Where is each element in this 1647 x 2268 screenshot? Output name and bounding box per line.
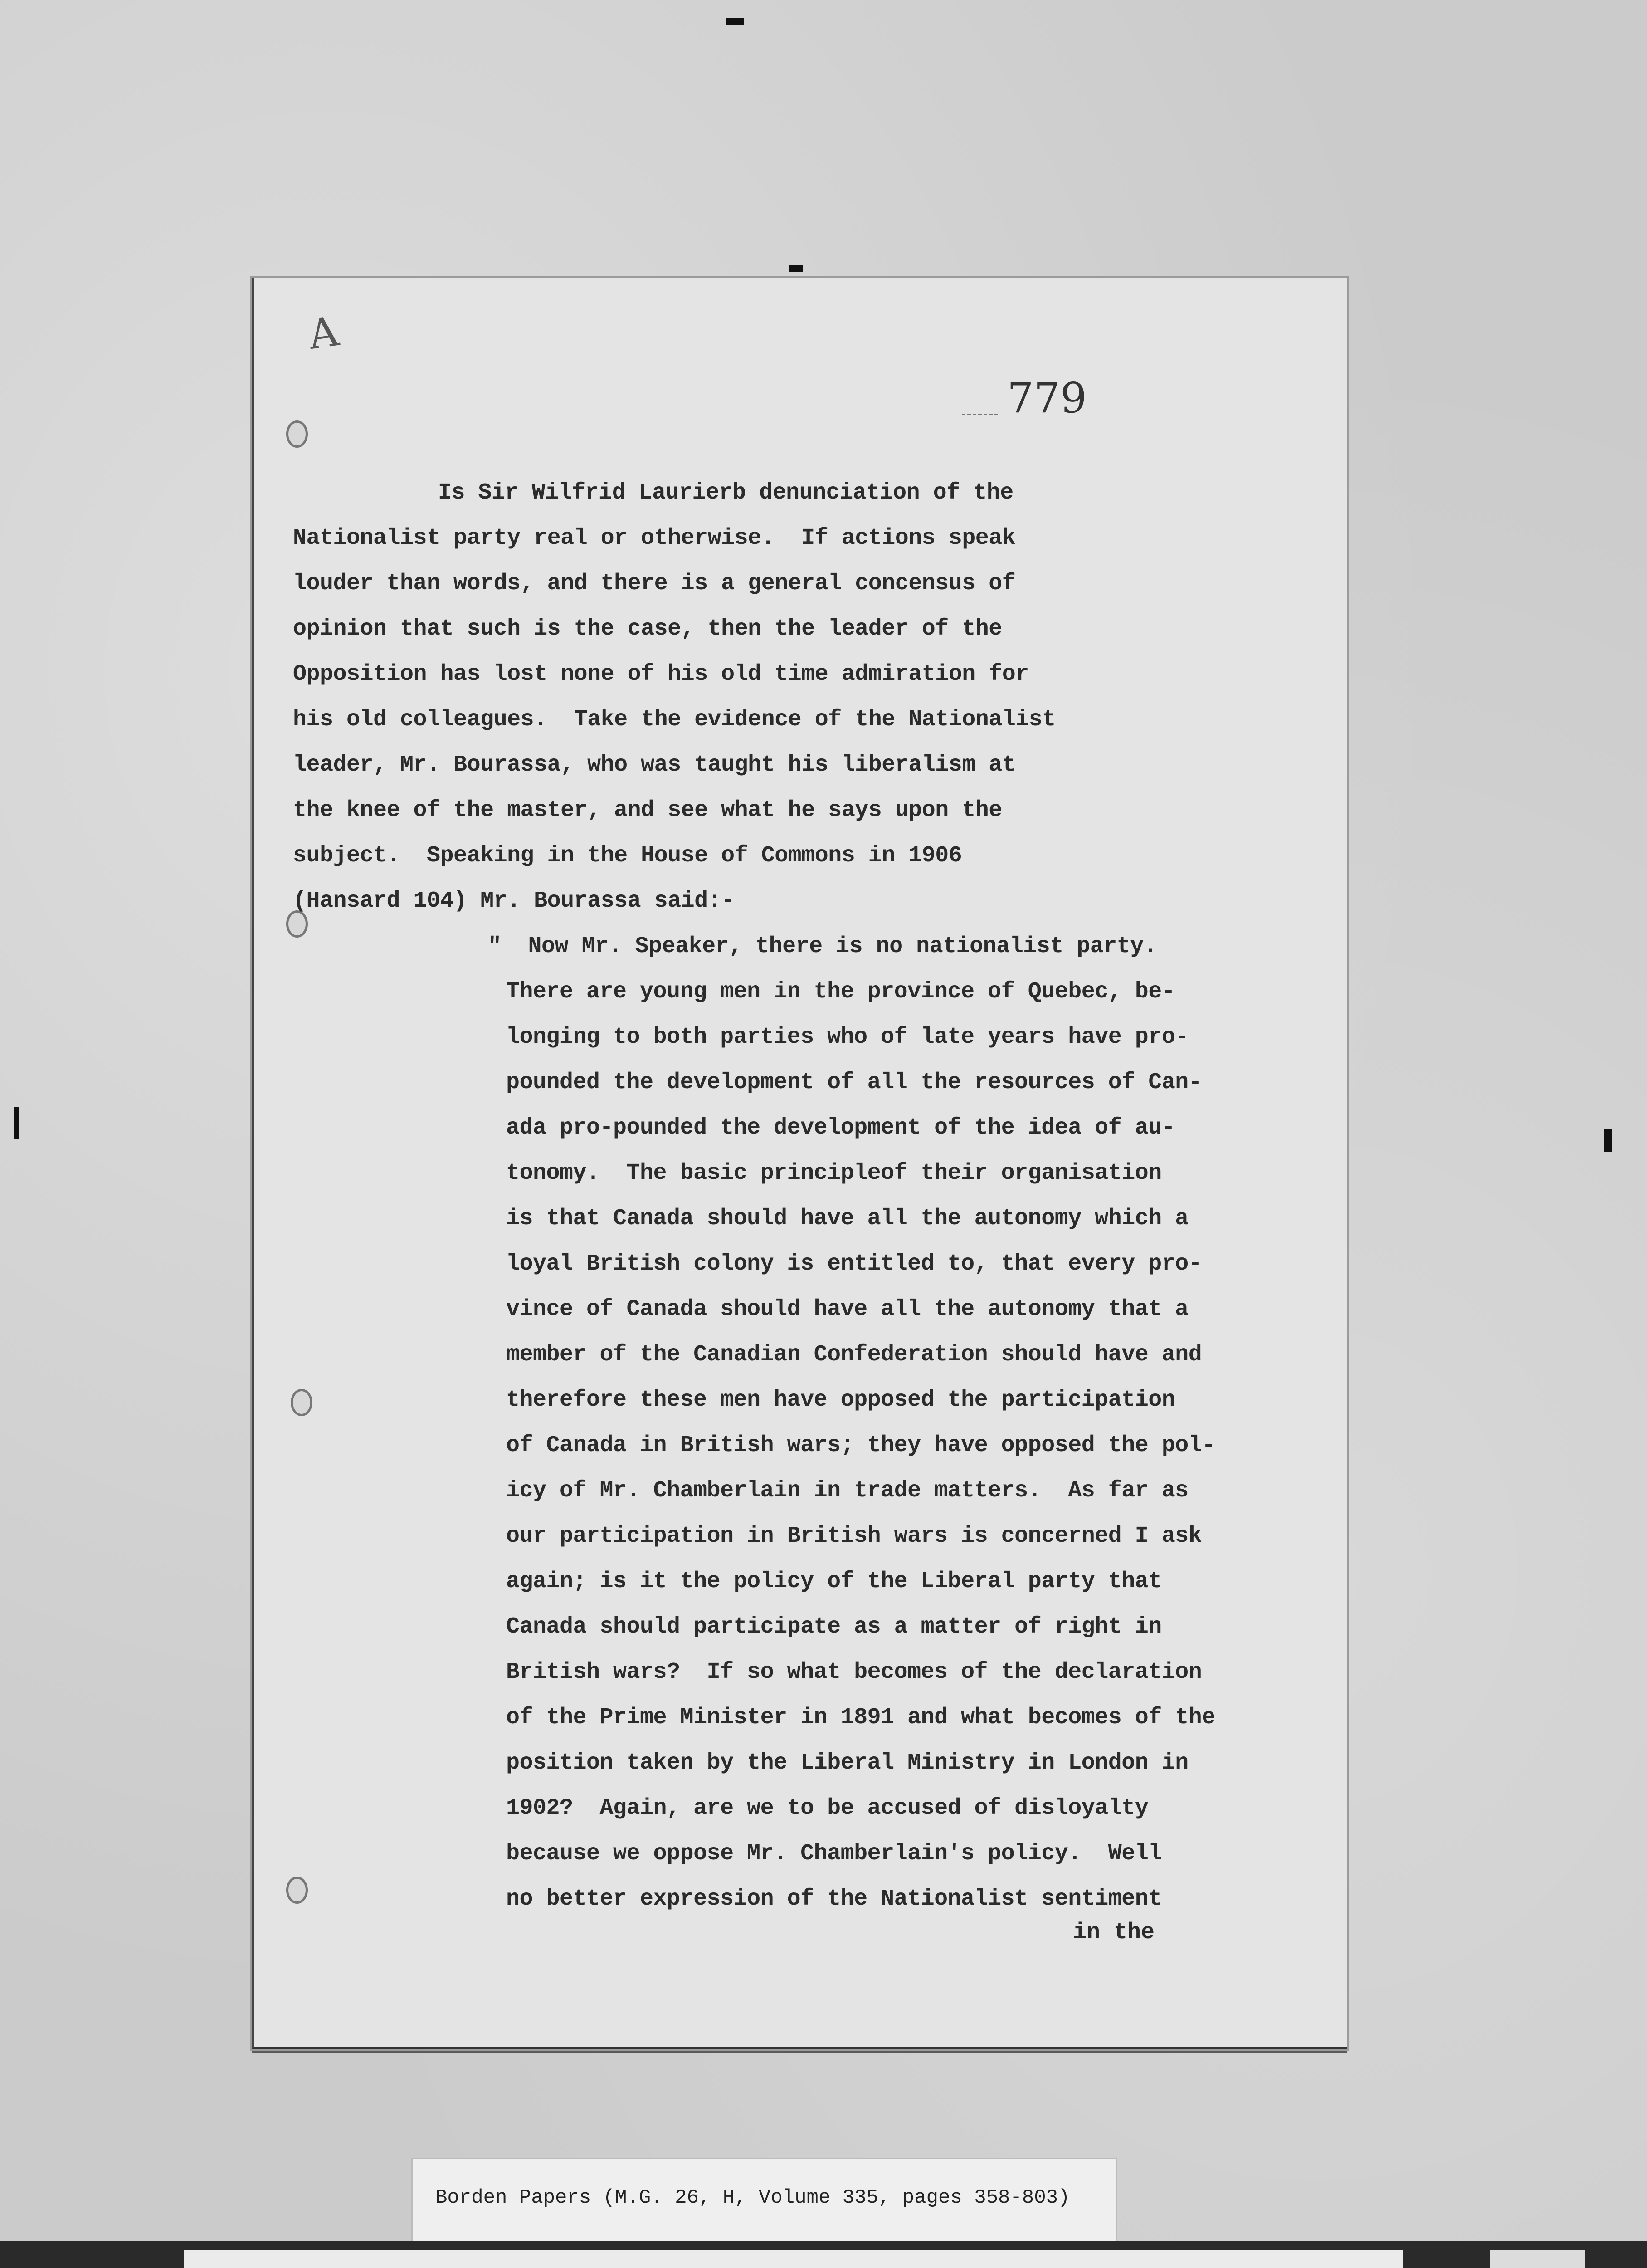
text-line: because we oppose Mr. Chamberlain's policy. Well	[506, 1841, 1162, 1867]
text-line: is that Canada should have all the autonomy which a	[506, 1206, 1189, 1232]
text-line: therefore these men have opposed the participation	[506, 1387, 1175, 1413]
text-line: longing to both parties who of late years have pro-	[506, 1024, 1189, 1050]
page-number: 779	[1007, 374, 1087, 422]
text-line: vince of Canada should have all the autonomy that a	[506, 1296, 1189, 1322]
punch-hole	[291, 1389, 312, 1416]
text-line: 1902? Again, are we to be accused of disloyalty	[506, 1795, 1149, 1821]
text-line: opinion that such is the case, then the leader of the	[293, 616, 1002, 642]
punch-hole	[286, 420, 308, 448]
citation-label	[413, 2159, 1116, 2241]
text-line: icy of Mr. Chamberlain in trade matters. As far as	[506, 1478, 1189, 1504]
margin-mark: A	[306, 307, 341, 359]
text-line: his old colleagues. Take the evidence of the Nationalist	[293, 707, 1056, 733]
archives-card-edge	[1490, 2250, 1585, 2268]
film-registration-mark-left	[14, 1107, 19, 1139]
text-line: There are young men in the province of Quebec, be-	[506, 979, 1175, 1005]
text-line: Nationalist party real or otherwise. If actions speak	[293, 525, 1016, 551]
catchword: in the	[1073, 1920, 1155, 1945]
text-line: Canada should participate as a matter of right in	[506, 1614, 1162, 1640]
text-line: of Canada in British wars; they have opposed the pol-	[506, 1432, 1215, 1458]
text-line: (Hansard 104) Mr. Bourassa said:-	[293, 888, 735, 914]
text-line: " Now Mr. Speaker, there is no nationalist party.	[488, 934, 1157, 959]
opening-paragraph	[293, 470, 1254, 924]
citation-text: Borden Papers (M.G. 26, H, Volume 335, pages 358-803)	[435, 2186, 1070, 2209]
film-registration-mark-top-center	[789, 265, 803, 272]
text-line: tonomy. The basic principleof their organisation	[506, 1160, 1162, 1186]
text-line: leader, Mr. Bourassa, who was taught his liberalism at	[293, 752, 1016, 778]
text-line: member of the Canadian Confederation should have and	[506, 1342, 1202, 1368]
text-line: again; is it the policy of the Liberal party that	[506, 1569, 1162, 1594]
quotation-block	[488, 924, 1327, 1912]
text-line: Is Sir Wilfrid Laurierb denunciation of the	[438, 480, 1014, 506]
text-line: loyal British colony is entitled to, that every pro-	[506, 1251, 1202, 1277]
text-line: no better expression of the Nationalist sentiment	[506, 1886, 1162, 1912]
text-line: subject. Speaking in the House of Commons in 1906	[293, 843, 962, 869]
typed-letter-page	[252, 278, 1347, 2049]
archives-card	[184, 2250, 1403, 2268]
text-line: louder than words, and there is a general concensus of	[293, 571, 1016, 596]
film-registration-mark-right	[1604, 1129, 1612, 1152]
text-line: ada pro-pounded the development of the idea of au-	[506, 1115, 1175, 1141]
text-line: Opposition has lost none of his old time admiration for	[293, 661, 1029, 687]
page-number-underline	[962, 414, 998, 415]
punch-hole	[286, 1877, 308, 1904]
text-line: of the Prime Minister in 1891 and what becomes of the	[506, 1705, 1215, 1730]
text-line: the knee of the master, and see what he says upon the	[293, 797, 1002, 823]
text-line: British wars? If so what becomes of the declaration	[506, 1659, 1202, 1685]
text-line: pounded the development of all the resources of Can-	[506, 1070, 1202, 1095]
film-registration-mark-top	[726, 18, 744, 25]
text-line: our participation in British wars is concerned I ask	[506, 1523, 1202, 1549]
text-line: position taken by the Liberal Ministry in London in	[506, 1750, 1189, 1776]
